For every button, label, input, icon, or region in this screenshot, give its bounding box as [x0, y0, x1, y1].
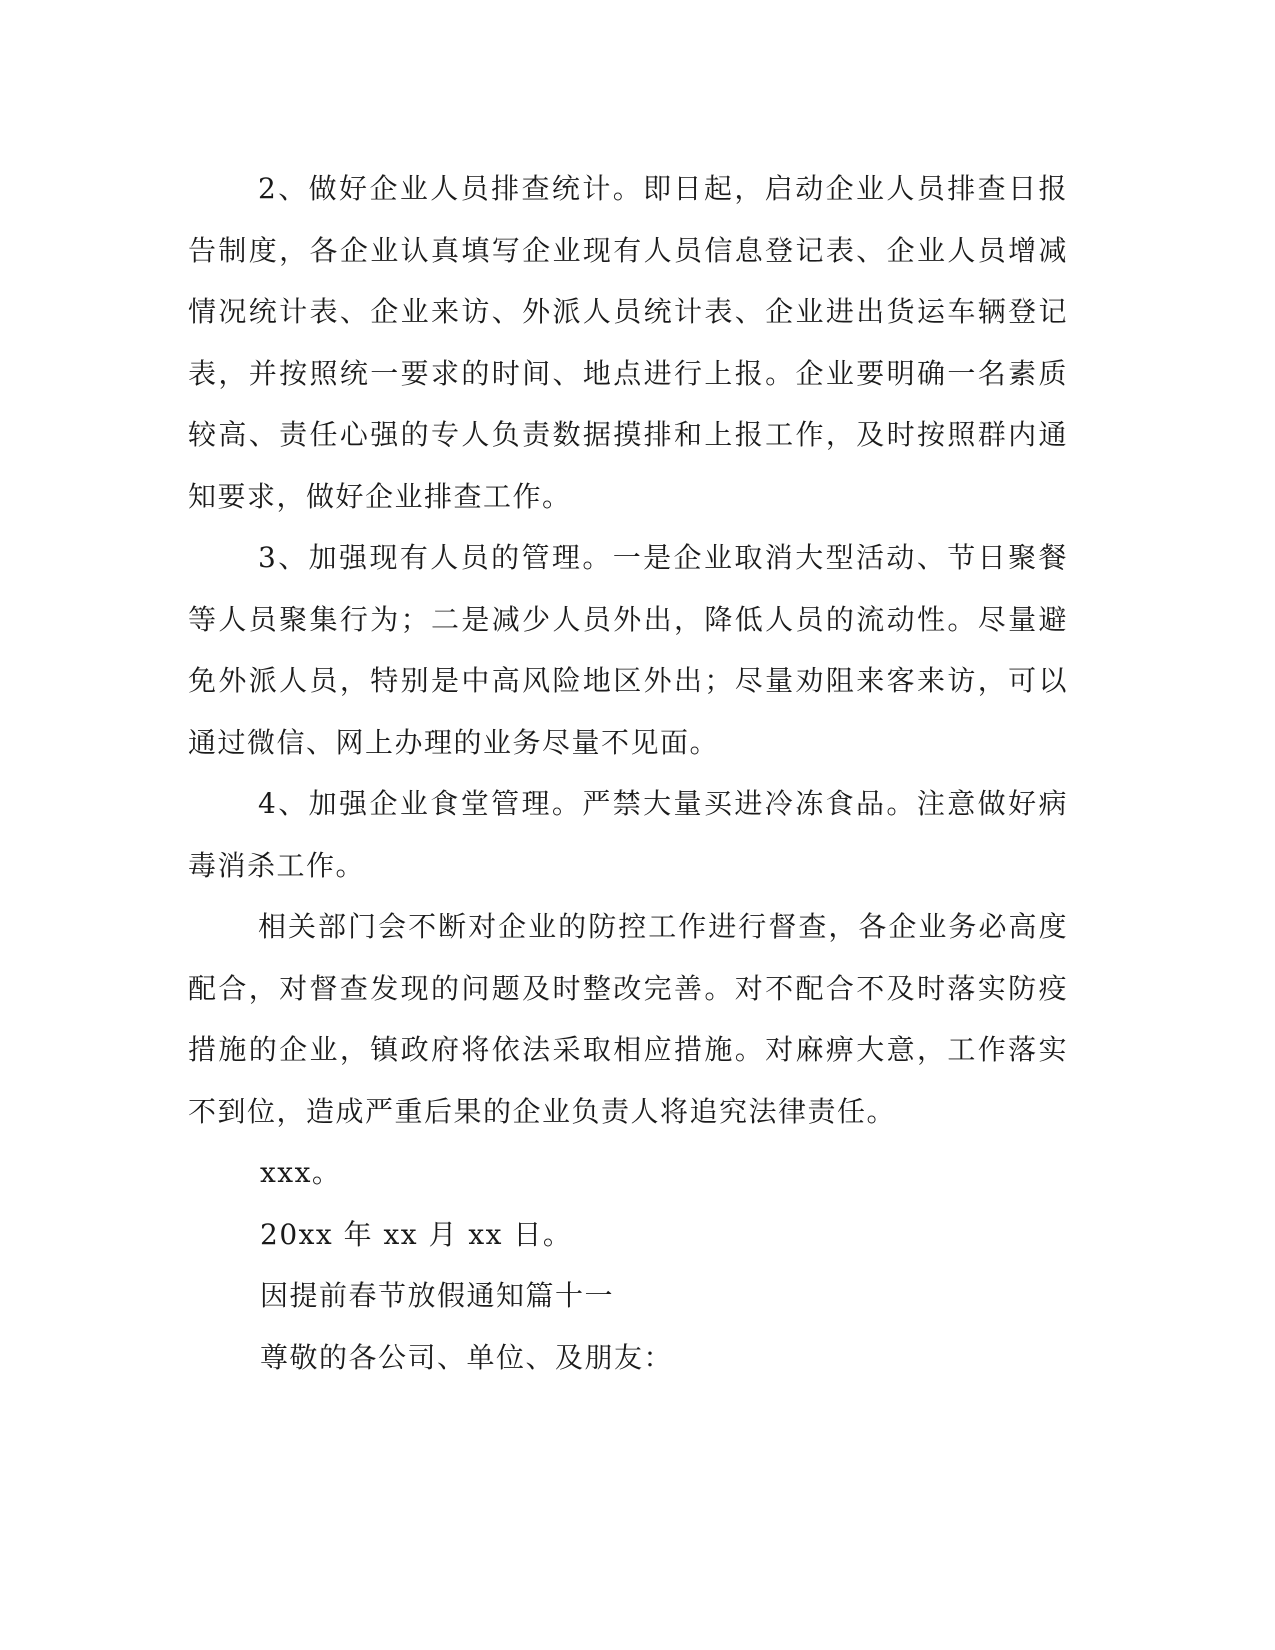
paragraph-canteen-management: 4、加强企业食堂管理。严禁大量买进冷冻食品。注意做好病毒消杀工作。 — [188, 787, 1068, 882]
paragraph-personnel-management: 3、加强现有人员的管理。一是企业取消大型活动、节日聚餐等人员聚集行为；二是减少人员外出，降低人员的流动性。尽量避免外派人员，特别是中高风险地区外出；尽量劝阻来客来访，可以通过微信、网上办理的业务尽量不见面。 — [188, 541, 1068, 759]
salutation: 尊敬的各公司、单位、及朋友： — [260, 1340, 674, 1374]
document-page — [188, 158, 1068, 1388]
paragraph-supervision: 相关部门会不断对企业的防控工作进行督查，各企业务必高度配合，对督查发现的问题及时整改完善。对不配合不及时落实防疫措施的企业，镇政府将依法采取相应措施。对麻痹大意，工作落实不到位，造成严重后果的企业负责人将追究法律责任。 — [188, 910, 1068, 1128]
paragraph-investigation: 2、做好企业人员排查统计。即日起，启动企业人员排查日报告制度，各企业认真填写企业现有人员信息登记表、企业人员增减情况统计表、企业来访、外派人员统计表、企业进出货运车辆登记表，并按照统一要求的时间、地点进行上报。企业要明确一名素质较高、责任心强的专人负责数据摸排和上报工作，及时按照群内通知要求，做好企业排查工作。 — [188, 172, 1068, 513]
signature-name: xxx。 — [260, 1156, 342, 1189]
signature-date: 20xx 年 xx 月 xx 日。 — [260, 1217, 573, 1251]
section-title: 因提前春节放假通知篇十一 — [260, 1279, 615, 1312]
